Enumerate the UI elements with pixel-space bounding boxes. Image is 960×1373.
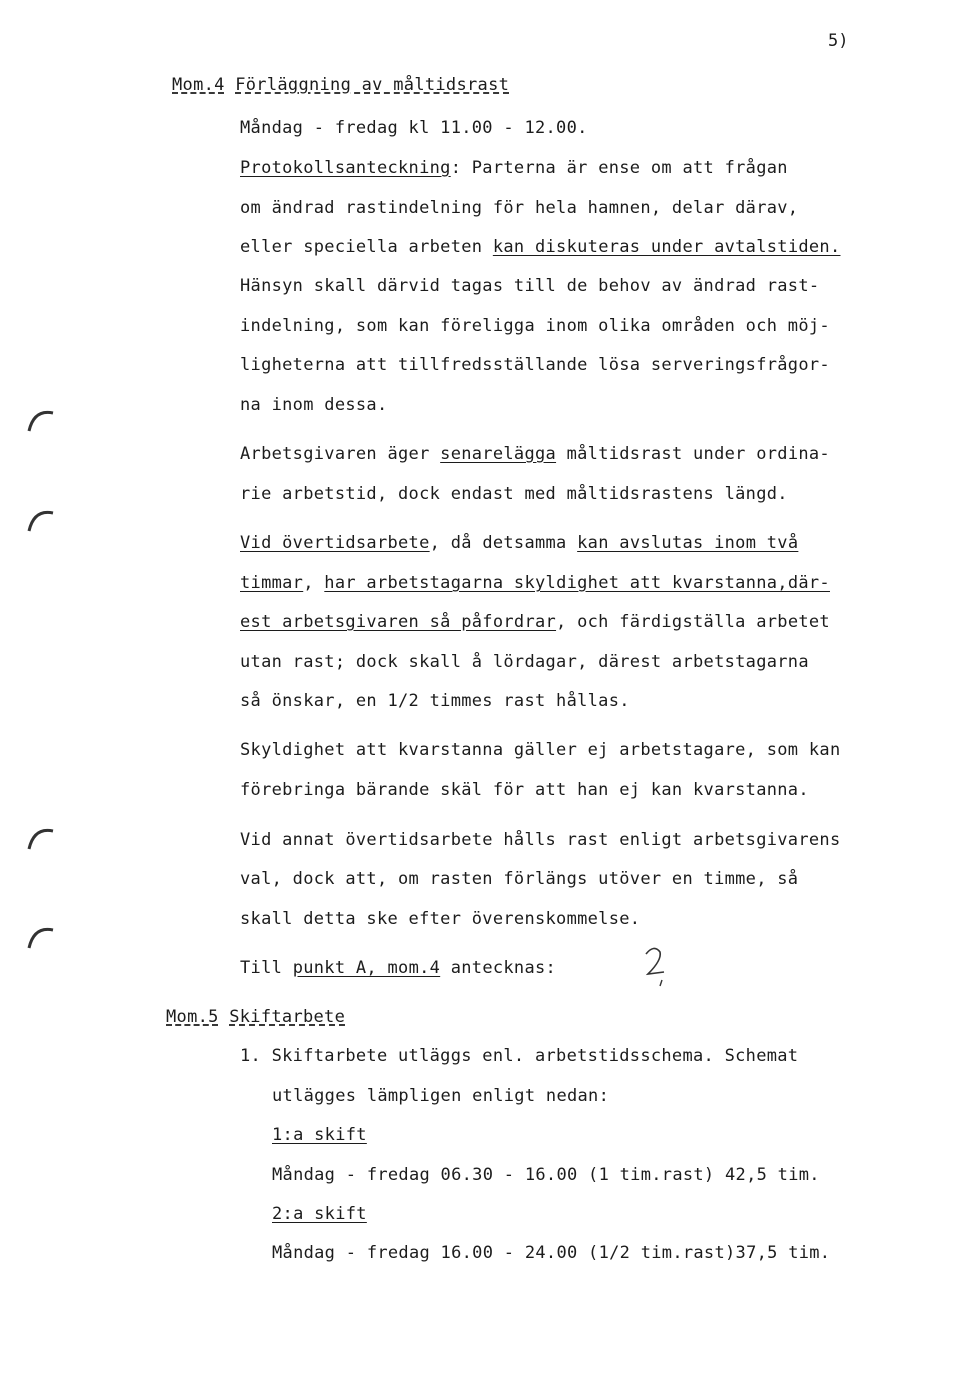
protokoll-line [240,157,788,179]
paragraph-line: utan rast; dock skall å lördagar, därest arbetstagarna [240,652,809,672]
mom4-schedule: Måndag - fredag kl 11.00 - 12.00. [240,118,588,138]
paragraph-line [240,611,830,633]
text-span: , och färdigställa arbetet [556,612,830,632]
text-span: antecknas: [440,958,557,978]
paragraph-line [240,236,841,258]
protokoll-text: : Parterna är ense om att frågan [450,158,788,178]
text-span: Till [240,958,293,978]
paragraph-line [240,572,830,594]
paragraph-line: indelning, som kan föreligga inom olika områden och möj- [240,316,830,336]
punch-hole-mark [26,505,56,535]
paragraph-line: ligheterna att tillfredsställande lösa serveringsfrågor- [240,355,830,375]
handwritten-mark [640,944,674,988]
protokoll-label: Protokollsanteckning [240,158,451,178]
paragraph-line: 1. Skiftarbete utläggs enl. arbetstidsschema. Schemat [240,1046,799,1066]
shift2-schedule: Måndag - fredag 16.00 - 24.00 (1/2 tim.rast)37,5 tim. [272,1243,831,1263]
text-span: eller speciella arbeten [240,237,493,257]
paragraph-line [240,957,556,979]
mom4-title: Förläggning av måltidsrast [235,75,510,95]
paragraph-line: Hänsyn skall därvid tagas till de behov av ändrad rast- [240,276,820,296]
text-span: , då detsamma [429,533,578,553]
page-number: 5) [828,31,849,51]
paragraph-line: Vid annat övertidsarbete hålls rast enligt arbetsgivarens [240,830,841,850]
mom5-label: Mom.5 [166,1007,219,1027]
paragraph-line: rie arbetstid, dock endast med måltidsrastens längd. [240,484,788,504]
shift2-title: 2:a skift [272,1204,367,1224]
paragraph-line [240,443,830,465]
underlined-text: senarelägga [440,444,557,464]
punch-hole-mark [26,405,56,435]
underlined-text: punkt A, mom.4 [292,958,441,978]
mom5-title: Skiftarbete [229,1007,346,1027]
underlined-text: kan diskuteras under avtalstiden. [492,237,841,257]
underlined-text: Vid övertidsarbete [240,533,430,553]
paragraph-line: utlägges lämpligen enligt nedan: [272,1086,610,1106]
mom4-heading [172,74,509,96]
paragraph-line: förebringa bärande skäl för att han ej kan kvarstanna. [240,780,809,800]
underlined-text: timmar [240,573,304,593]
shift1-schedule: Måndag - fredag 06.30 - 16.00 (1 tim.rast) 42,5 tim. [272,1165,820,1185]
paragraph-line: na inom dessa. [240,395,388,415]
text-span: måltidsrast under ordina- [556,444,830,464]
punch-hole-mark [26,823,56,853]
paragraph-line: skall detta ske efter överenskommelse. [240,909,641,929]
underlined-text: har arbetstagarna skyldighet att kvarstanna,där- [324,573,830,593]
paragraph-line: om ändrad rastindelning för hela hamnen, delar därav, [240,198,799,218]
paragraph-line: så önskar, en 1/2 timmes rast hållas. [240,691,630,711]
mom5-heading [166,1006,345,1028]
punch-hole-mark [26,922,56,952]
mom4-label: Mom.4 [172,75,225,95]
paragraph-line: Skyldighet att kvarstanna gäller ej arbetstagare, som kan [240,740,841,760]
paragraph-line [240,532,798,554]
shift1-title: 1:a skift [272,1125,367,1145]
underlined-text: kan avslutas inom två [577,533,799,553]
paragraph-line: val, dock att, om rasten förlängs utöver en timme, så [240,869,799,889]
text-span: Arbetsgivaren äger [240,444,441,464]
underlined-text: est arbetsgivaren så påfordrar [240,612,557,632]
text-span: , [303,573,325,593]
